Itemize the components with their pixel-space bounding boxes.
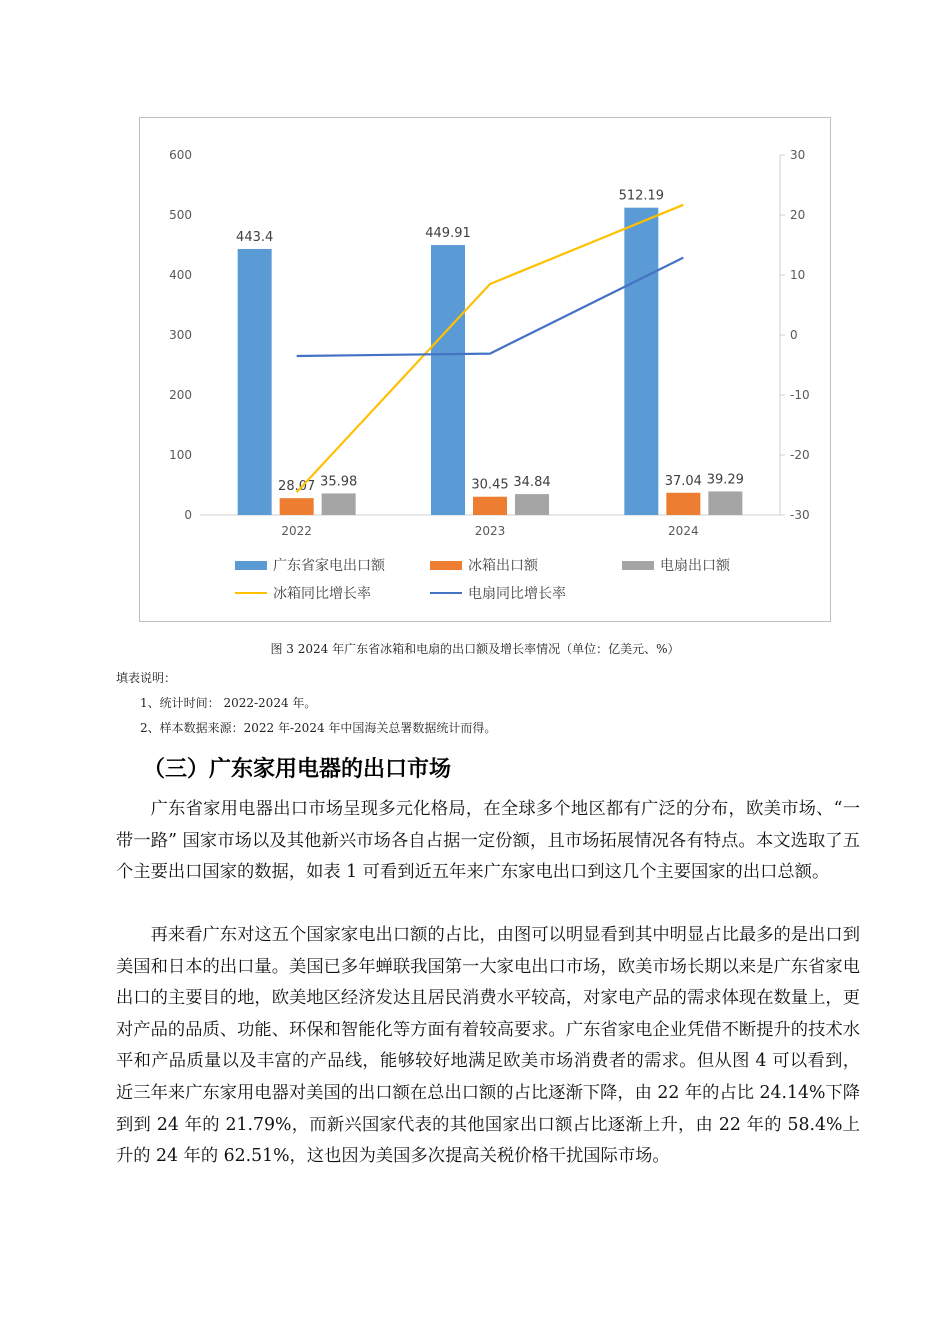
bar [431,245,465,515]
bar-data-label: 35.98 [320,474,358,490]
notes-title: 填表说明： [116,671,177,685]
bar-data-label: 512.19 [618,188,665,204]
figure-caption: 图 3 2024 年广东省冰箱和电扇的出口额及增长率情况（单位：亿美元、%） [270,642,680,656]
right-axis-tick-label: 10 [790,268,806,282]
left-axis-tick-label: 200 [169,388,192,402]
section-heading: （三）广东家用电器的出口市场 [143,757,452,782]
legend-item [430,583,566,603]
bar-data-label: 30.45 [471,477,509,493]
bar-line-chart [140,118,830,621]
legend-swatch [430,561,462,570]
notes-item: 1、统计时间： 2022-2024 年。 [140,696,317,710]
bar [473,497,507,515]
left-axis-tick-label: 400 [169,268,192,282]
legend-label: 电扇出口额 [660,558,730,574]
bar [515,494,549,515]
legend-swatch [430,592,462,594]
bar-data-label: 449.91 [425,226,471,242]
legend-label: 电扇同比增长率 [468,586,566,602]
legend-swatch [235,592,267,594]
x-axis-tick-label: 2024 [668,524,699,538]
right-axis-tick-label: 20 [790,208,806,222]
x-axis-tick-label: 2023 [474,524,506,538]
bar-data-label: 34.84 [513,475,551,491]
right-axis-tick-label: -10 [790,388,810,402]
bar [666,493,700,515]
bar [322,493,356,515]
x-axis-tick-label: 2022 [281,524,312,538]
legend-item [622,555,730,575]
notes [116,666,496,741]
legend-swatch [622,561,654,570]
left-axis-tick-label: 300 [169,328,192,342]
bar [238,249,272,515]
legend-item [430,555,538,575]
legend-label: 冰箱出口额 [468,558,538,574]
legend-item [235,555,385,575]
bar [708,491,742,515]
right-axis-tick-label: 30 [790,148,806,162]
chart-frame [139,117,831,622]
paragraph: 再来看广东对这五个国家家电出口额的占比，由图可以明显看到其中明显占比最多的是出口到美国和日本的出口量。美国已多年蝉联我国第一大家电出口市场，欧美市场长期以来是广东省家电出口的主要目的地，欧美地区经济发达且居民消费水平较高，对家电产品的需求体现在数量上，更对产品的品质、功能、环保和智能化等方面有着较高要求。广东省家电企业凭借不断提升的技术水平和产品质量以及丰富的产品线，能够较好地满足欧美市场消费者的需求。但从图 4 可以看到，近三年来广东家用电器对美国的出口额在总出口额的占比逐渐下降，由 22 年的占比 24.14%下降到到 24 年的 21.79%，而新兴国家代表的其他国家出口额占比逐渐上升，由 22 年的 58.4%上升的 24 年的 62.51%，这也因为美国多次提高关税价格干扰国际市场。 [116,925,860,1167]
bar [624,208,658,515]
right-axis-tick-label: -30 [790,508,810,522]
legend-label: 冰箱同比增长率 [273,586,371,602]
legend-swatch [235,561,267,570]
bar-data-label: 39.29 [706,472,744,488]
bar [280,498,314,515]
legend-item [235,583,371,603]
left-axis-tick-label: 600 [169,148,192,162]
bar-data-label: 443.4 [236,229,274,245]
legend-label: 广东省家电出口额 [273,558,385,574]
right-axis-tick-label: -20 [790,448,810,462]
paragraph: 广东省家用电器出口市场呈现多元化格局，在全球多个地区都有广泛的分布，欧美市场、“一带一路” 国家市场以及其他新兴市场各自占据一定份额，且市场拓展情况各有特点。本文选取了五个主要出口国家的数据，如表 1 可看到近五年来广东家电出口到这几个主要国家的出口总额。 [116,799,860,883]
notes-item: 2、样本数据来源：2022 年-2024 年中国海关总署数据统计而得。 [140,721,497,735]
left-axis-tick-label: 500 [169,208,192,222]
left-axis-tick-label: 100 [169,448,192,462]
bar-data-label: 28.07 [278,479,316,495]
right-axis-tick-label: 0 [790,328,798,342]
bar-data-label: 37.04 [664,473,702,489]
left-axis-tick-label: 0 [184,508,192,522]
